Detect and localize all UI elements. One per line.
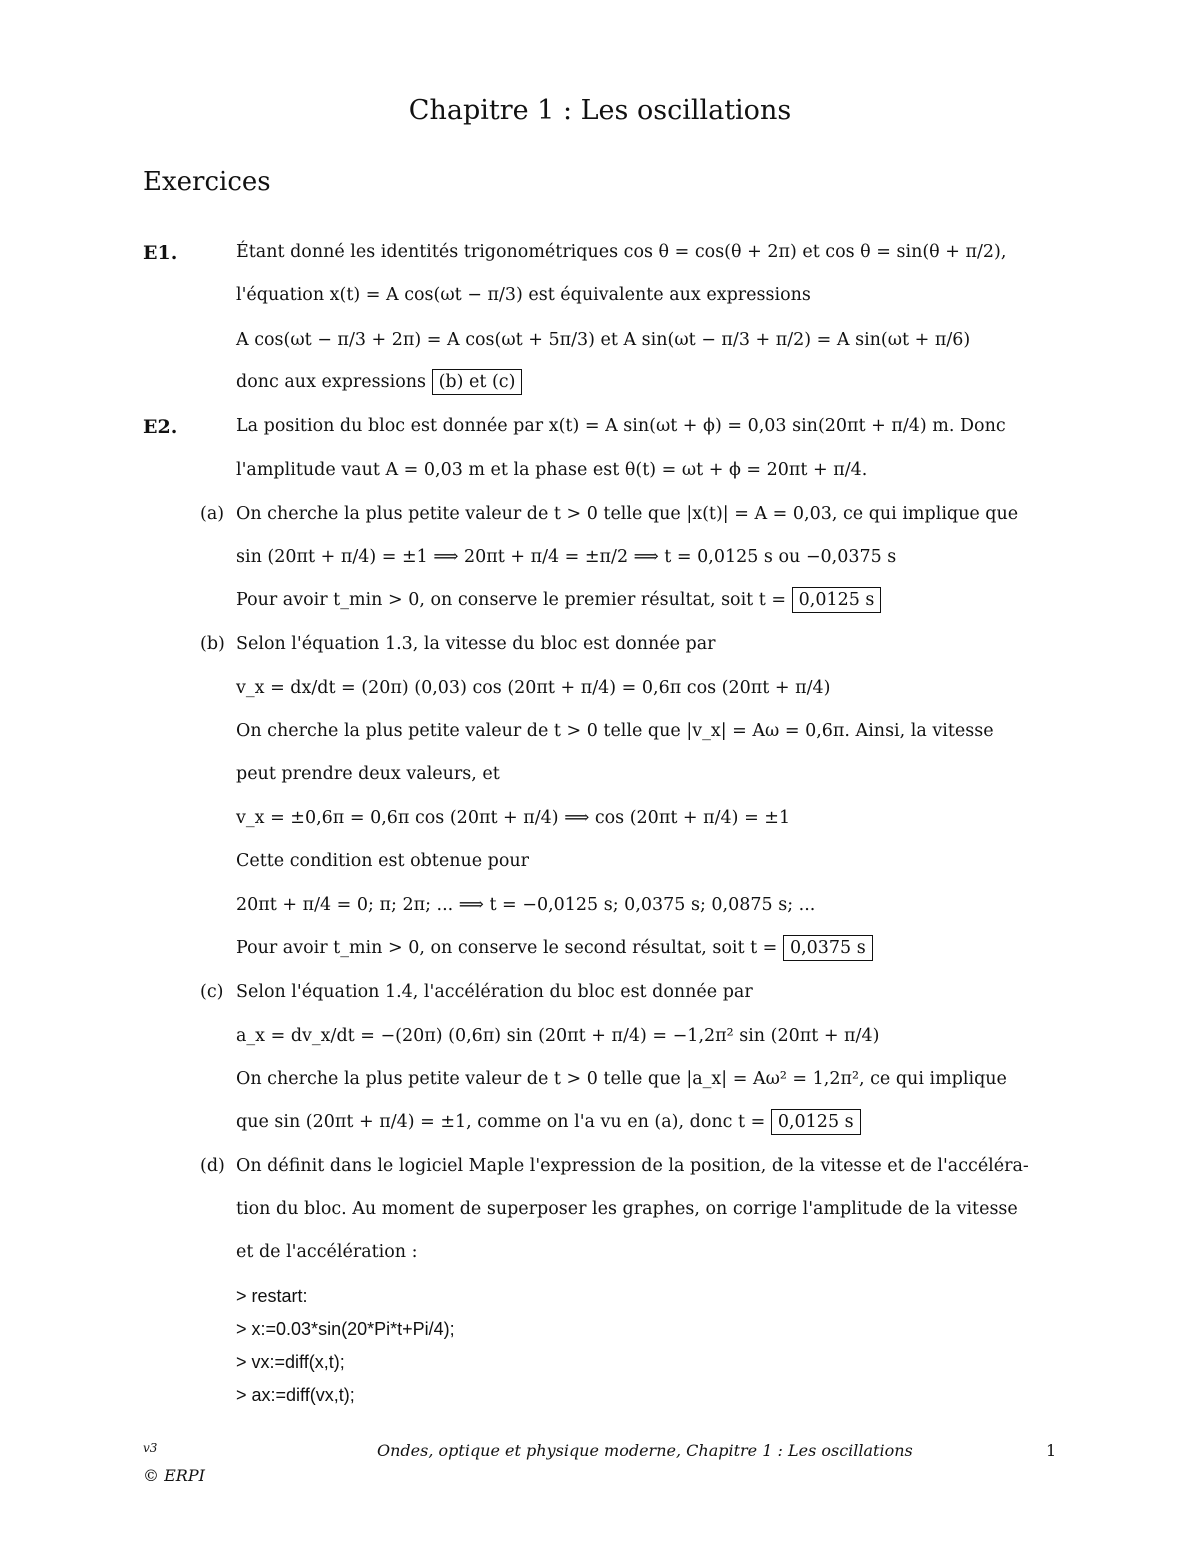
part-a-line-3 [236,590,881,610]
part-b-label: (b) [200,634,225,654]
part-b-line-4: peut prendre deux valeurs, et [236,764,500,784]
e2-line-2: l'amplitude vaut A = 0,03 m et la phase est θ(t) = ωt + ϕ = 20πt + π/4. [236,460,868,480]
part-b-line-8-text: Pour avoir t_min > 0, on conserve le second résultat, soit t = [236,938,778,958]
footer-version: v3 [143,1441,158,1455]
page-title: Chapitre 1 : Les oscillations [408,95,792,126]
part-c-line-2: a_x = dv_x/dt = −(20π) (0,6π) sin (20πt + π/4) = −1,2π² sin (20πt + π/4) [236,1026,880,1046]
part-a-line-3-text: Pour avoir t_min > 0, on conserve le premier résultat, soit t = [236,590,787,610]
code-line: > vx:=diff(x,t); [236,1352,345,1372]
part-b-answer-box: 0,0375 s [783,935,873,961]
exercise-label-e2: E2. [143,416,178,438]
code-line: > restart: [236,1286,308,1306]
code-line: > ax:=diff(vx,t); [236,1385,355,1405]
code-line: > x:=0.03*sin(20*Pi*t+Pi/4); [236,1319,455,1339]
part-c-line-4 [236,1112,861,1132]
footer-copyright: © ERPI [143,1466,205,1485]
e1-answer-box: (b) et (c) [432,369,523,395]
part-d-line-1: On définit dans le logiciel Maple l'expression de la position, de la vitesse et de l'accéléra- [236,1156,1029,1176]
e1-line-3: A cos(ωt − π/3 + 2π) = A cos(ωt + 5π/3) et A sin(ωt − π/3 + π/2) = A sin(ωt + π/6) [236,330,971,350]
part-a-label: (a) [200,504,225,524]
footer-page-number: 1 [1046,1441,1057,1460]
part-d-line-2: tion du bloc. Au moment de superposer les graphes, on corrige l'amplitude de la vitesse [236,1199,1018,1219]
e1-line-4-text: donc aux expressions [236,372,427,392]
part-b-line-6: Cette condition est obtenue pour [236,851,530,871]
part-c-label: (c) [200,982,224,1002]
part-b-line-1: Selon l'équation 1.3, la vitesse du bloc est donnée par [236,634,716,654]
part-a-answer-box: 0,0125 s [792,587,882,613]
e1-line-2: l'équation x(t) = A cos(ωt − π/3) est équivalente aux expressions [236,285,811,305]
part-a-line-1: On cherche la plus petite valeur de t > 0 telle que |x(t)| = A = 0,03, ce qui implique que [236,504,1019,524]
part-b-line-7: 20πt + π/4 = 0; π; 2π; ... ⟹ t = −0,0125 s; 0,0375 s; 0,0875 s; ... [236,895,816,915]
e2-line-1: La position du bloc est donnée par x(t) = A sin(ωt + ϕ) = 0,03 sin(20πt + π/4) m. Donc [236,416,1006,436]
part-b-line-8 [236,938,873,958]
part-a-line-2: sin (20πt + π/4) = ±1 ⟹ 20πt + π/4 = ±π/2 ⟹ t = 0,0125 s ou −0,0375 s [236,547,897,567]
part-b-line-3: On cherche la plus petite valeur de t > 0 telle que |v_x| = Aω = 0,6π. Ainsi, la vitesse [236,721,994,741]
exercise-label-e1: E1. [143,242,178,264]
footer-book-title: Ondes, optique et physique moderne, Chapitre 1 : Les oscillations [377,1441,913,1460]
part-b-line-2: v_x = dx/dt = (20π) (0,03) cos (20πt + π/4) = 0,6π cos (20πt + π/4) [236,678,831,698]
part-c-answer-box: 0,0125 s [771,1109,861,1135]
e1-line-4 [236,372,522,392]
part-d-label: (d) [200,1156,225,1176]
part-b-line-5: v_x = ±0,6π = 0,6π cos (20πt + π/4) ⟹ cos (20πt + π/4) = ±1 [236,808,791,828]
part-c-line-4-text: que sin (20πt + π/4) = ±1, comme on l'a vu en (a), donc t = [236,1112,766,1132]
part-c-line-1: Selon l'équation 1.4, l'accélération du bloc est donnée par [236,982,753,1002]
part-c-line-3: On cherche la plus petite valeur de t > 0 telle que |a_x| = Aω² = 1,2π², ce qui implique [236,1069,1007,1089]
e1-line-1: Étant donné les identités trigonométriques cos θ = cos(θ + 2π) et cos θ = sin(θ + π/2), [236,242,1007,262]
section-heading: Exercices [143,167,271,197]
part-d-line-3: et de l'accélération : [236,1242,418,1262]
